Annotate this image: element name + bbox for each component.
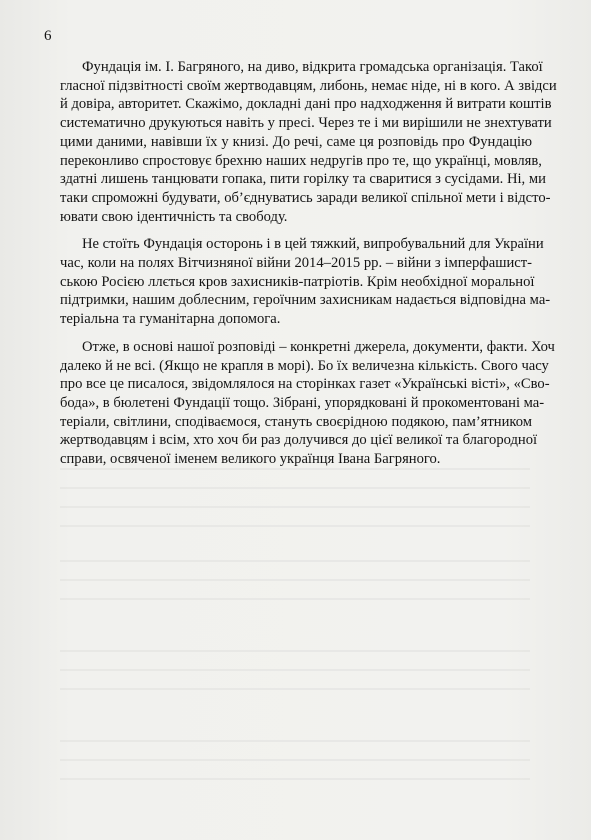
text-line: Не стоїть Фундація осторонь і в цей тяжкий, випробувальний для України [82, 236, 544, 253]
bleed-through-line [60, 688, 530, 690]
text-line: час, коли на полях Вітчизняної війни 2014–2015 рр. – війни з імперфашист- [60, 255, 532, 272]
text-line: теріальна та гуманітарна допомога. [60, 311, 281, 328]
text-line: далеко й не всі. (Якщо не крапля в морі). Бо їх величезна кількість. Свого часу [60, 357, 549, 374]
text-line: здатні лишень танцювати гопака, пити горілку та сваритися з сусідами. Ні, ми [60, 171, 546, 188]
bleed-through-line [60, 759, 530, 761]
text-line: переконливо спростовує брехню наших недругів про те, що українці, мовляв, [60, 152, 542, 169]
bleed-through-line [60, 506, 530, 508]
bleed-through-line [60, 650, 530, 652]
bleed-through-line [60, 669, 530, 671]
text-line: ською Росією ллється кров захисників-патріотів. Крім необхідної моральної [60, 273, 535, 290]
bleed-through-line [60, 778, 530, 780]
body-text [60, 58, 557, 469]
text-line: таки спроможні будувати, об’єднуватись заради великої спільної мети і відсто- [60, 189, 551, 206]
text-line: цими даними, навівши їх у книзі. До речі, саме ця розповідь про Фундацію [60, 133, 532, 150]
bleed-through-line [60, 525, 530, 527]
text-line: ювати свою ідентичність та свободу. [60, 208, 288, 225]
text-line: Отже, в основі нашої розповіді – конкретні джерела, документи, факти. Хоч [82, 338, 555, 355]
page-number: 6 [44, 28, 52, 44]
bleed-through-line [60, 487, 530, 489]
bleed-through-line [60, 740, 530, 742]
bleed-through-line [60, 579, 530, 581]
bleed-through-line [60, 560, 530, 562]
text-line: жертводавцям і всім, хто хоч би раз долучився до цієї великої та благородної [60, 432, 538, 449]
text-line: Фундація ім. І. Багряного, на диво, відкрита громадська організація. Такої [82, 59, 543, 75]
text-line: про все це писалося, звідомлялося на сторінках газет «Українські вісті», «Сво- [60, 376, 550, 393]
paragraph-sources [60, 338, 555, 469]
text-line: теріали, світлини, сподіваємося, стануть своєрідною подякою, пам’ятником [60, 413, 532, 430]
text-line: справи, освяченої іменем великого українця Івана Багряного. [60, 451, 441, 468]
text-line: підтримки, нашим доблесним, героїчним захисникам надається відповідна ма- [60, 292, 551, 309]
text-line: й довіра, авторитет. Скажімо, докладні дані про надходження й витрати коштів [60, 96, 552, 113]
text-line: гласної підзвітності своїм жертводавцям, либонь, немає ніде, ні в кого. А звідси [60, 77, 557, 94]
bleed-through-line [60, 598, 530, 600]
text-line: систематично друкуються навіть у пресі. Через те і ми вирішили не знехтувати [60, 115, 552, 132]
text-line: бода», в бюлетені Фундації тощо. Зібрані, упорядковані й прокоментовані ма- [60, 394, 545, 411]
paragraph-war-support [60, 235, 551, 329]
paragraph-foundation-openness [60, 58, 557, 226]
